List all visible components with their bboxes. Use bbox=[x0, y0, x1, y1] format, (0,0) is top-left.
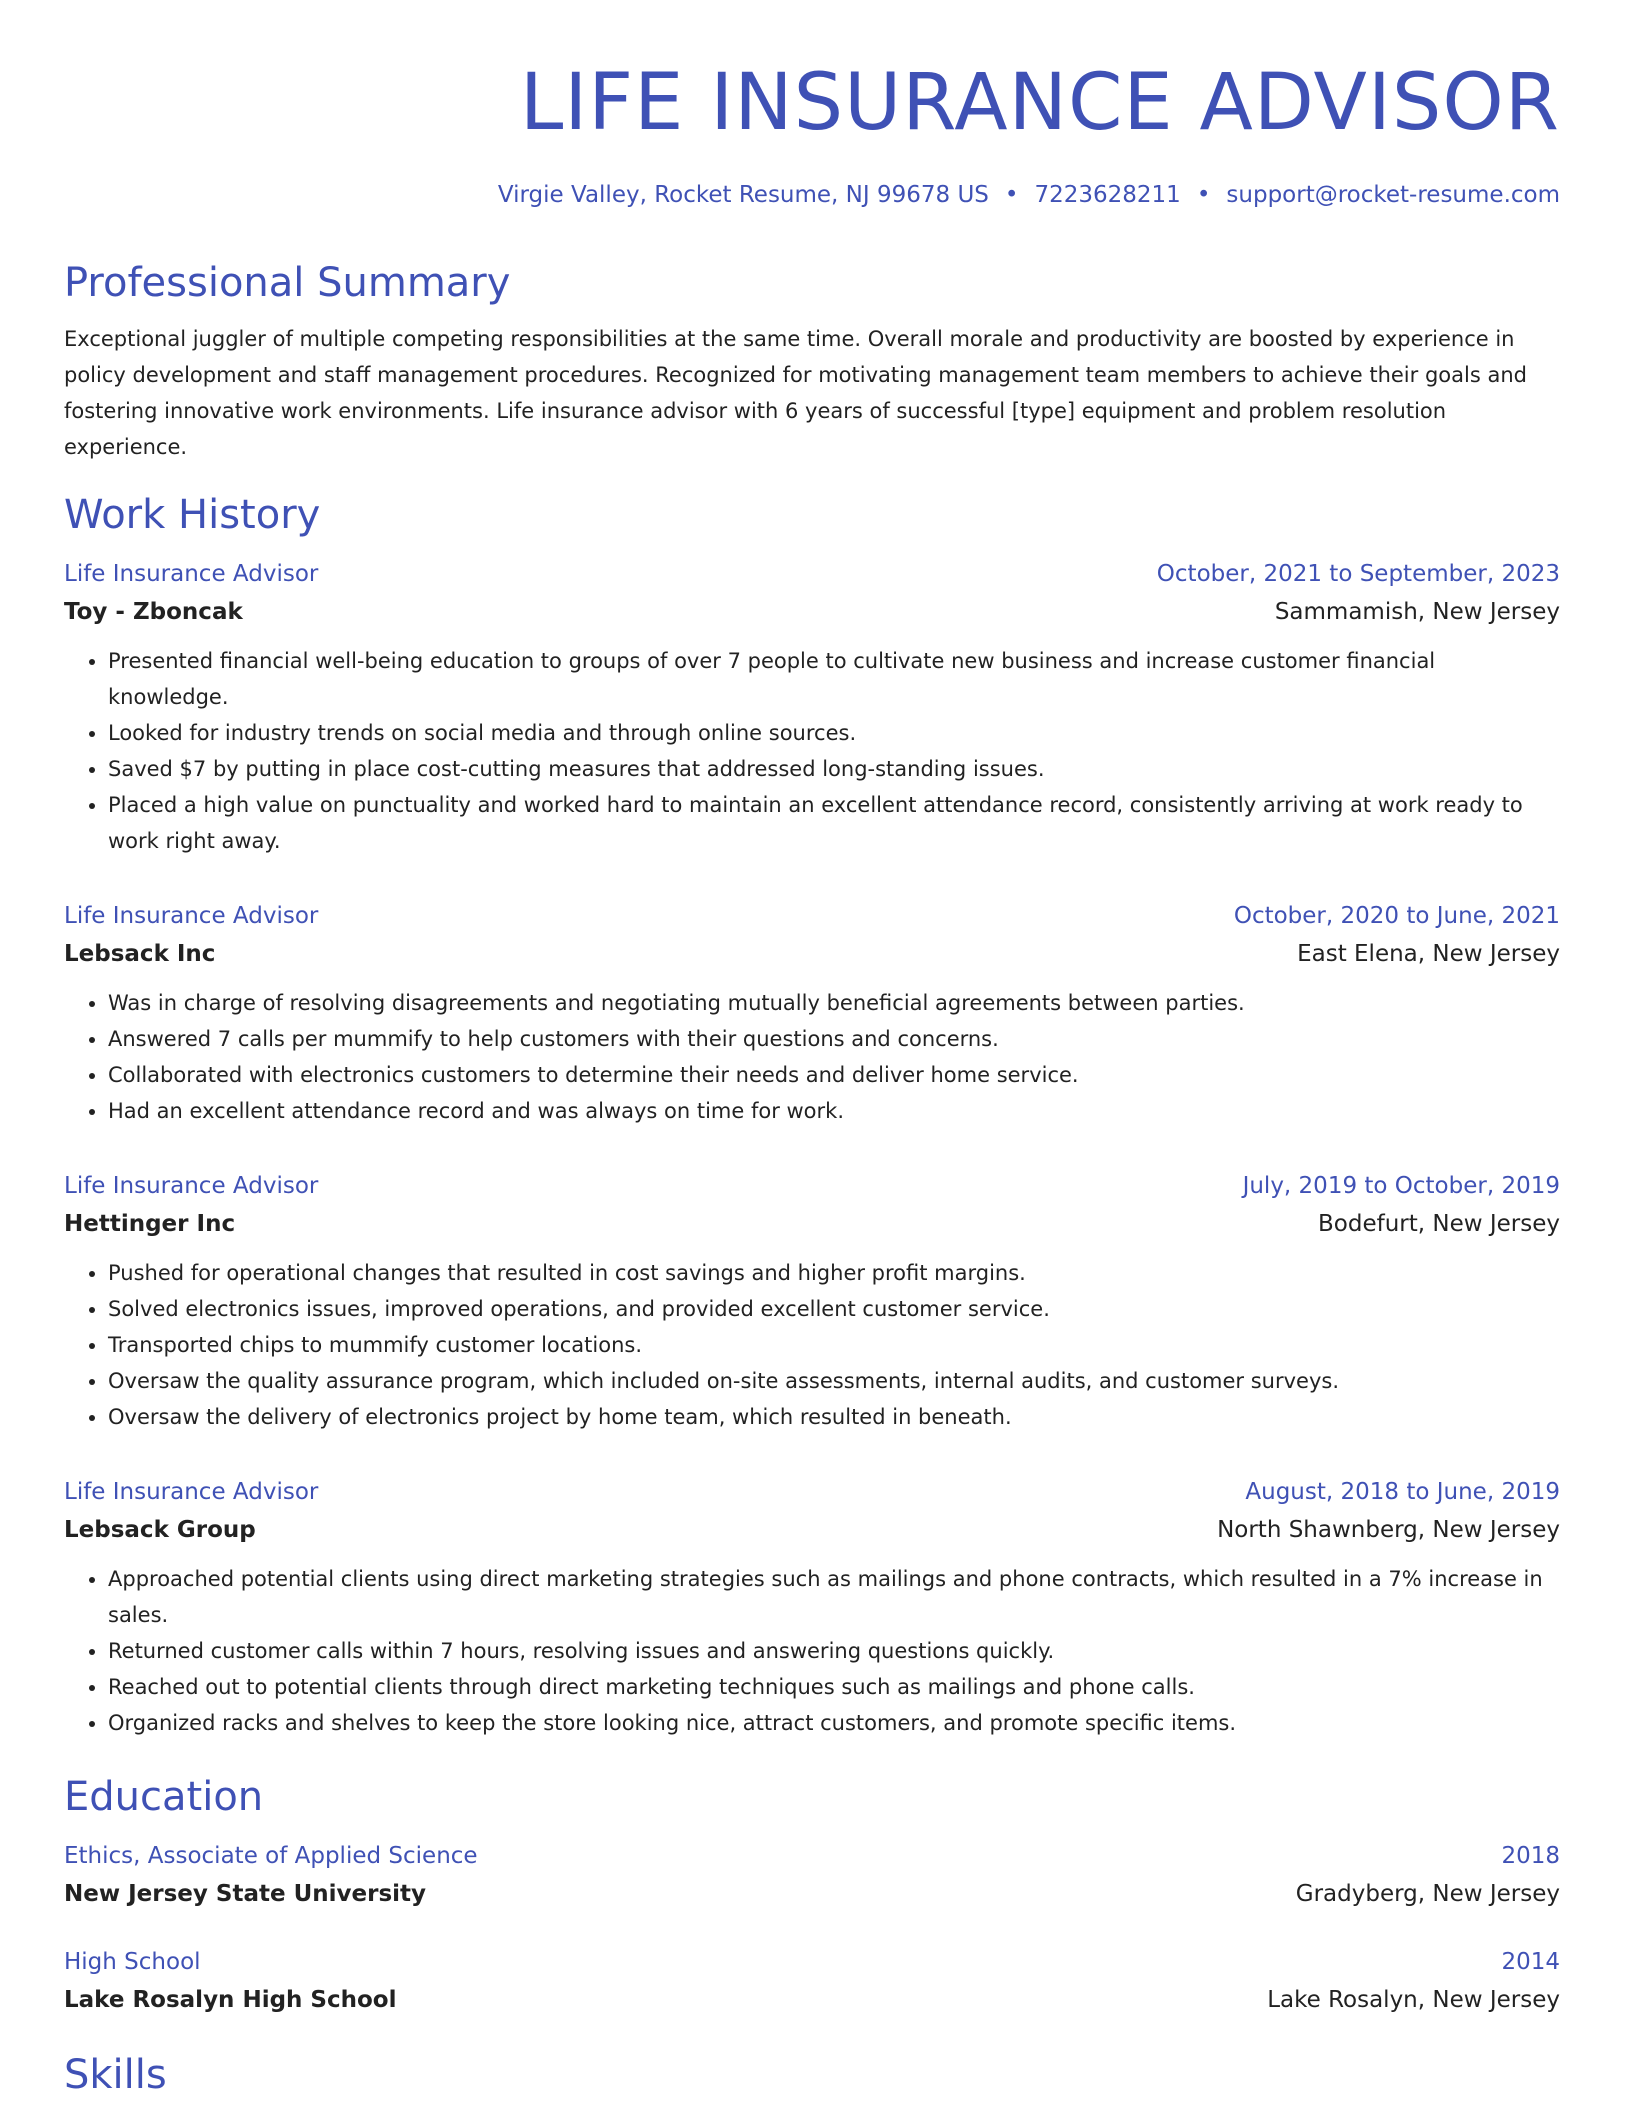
job-location: North Shawnberg, New Jersey bbox=[1217, 1517, 1560, 1543]
job-title: Life Insurance Advisor bbox=[64, 561, 319, 587]
contact-email: support@rocket-resume.com bbox=[1226, 182, 1560, 208]
job-bullets bbox=[64, 643, 1560, 859]
summary-text: Exceptional juggler of multiple competing responsibilities at the same time. Overall morale and productivity are boosted by experience in policy development and staff management procedures. Recognized for motivating management team members to achieve their goals and fostering innovative work environments. Life insurance advisor with 6 years of successful [type] equipment and problem resolution experience. bbox=[64, 327, 1527, 459]
section-title-work-history: Work History bbox=[64, 492, 321, 538]
education-entry bbox=[64, 1837, 1560, 1913]
job-dates: October, 2021 to September, 2023 bbox=[1156, 561, 1560, 587]
resume-name: LIFE INSURANCE ADVISOR bbox=[519, 58, 1560, 148]
job-entry bbox=[64, 1473, 1560, 1741]
job-bullets bbox=[64, 985, 1560, 1129]
job-bullet: • Reached out to potential clients through direct marketing techniques such as mailings and phone calls. bbox=[108, 1669, 1560, 1705]
job-entry bbox=[64, 1167, 1560, 1435]
job-company: Lebsack Inc bbox=[64, 941, 216, 967]
education-section bbox=[64, 1771, 1560, 2019]
job-bullet: • Oversaw the quality assurance program, which included on-site assessments, internal audits, and customer surveys. bbox=[108, 1363, 1560, 1399]
job-dates: July, 2019 to October, 2019 bbox=[1242, 1173, 1560, 1199]
job-bullet: • Collaborated with electronics customers to determine their needs and deliver home service. bbox=[108, 1057, 1560, 1093]
education-entry bbox=[64, 1943, 1560, 2019]
job-bullet: • Looked for industry trends on social media and through online sources. bbox=[108, 715, 1560, 751]
job-bullet: • Placed a high value on punctuality and worked hard to maintain an excellent attendance record, consistently arriving at work ready to work right away. bbox=[108, 787, 1560, 859]
job-title: Life Insurance Advisor bbox=[64, 903, 319, 929]
job-bullet: • Transported chips to mummify customer locations. bbox=[108, 1327, 1560, 1363]
section-title-education: Education bbox=[64, 1774, 264, 1820]
job-bullets bbox=[64, 1561, 1560, 1741]
education-location: Lake Rosalyn, New Jersey bbox=[1267, 1987, 1560, 2013]
job-title: Life Insurance Advisor bbox=[64, 1479, 319, 1505]
education-degree: High School bbox=[64, 1949, 201, 1975]
job-bullet: • Answered 7 calls per mummify to help customers with their questions and concerns. bbox=[108, 1021, 1560, 1057]
job-bullet: • Presented financial well-being education to groups of over 7 people to cultivate new business and increase customer financial knowledge. bbox=[108, 643, 1560, 715]
education-school: New Jersey State University bbox=[64, 1881, 427, 1907]
job-bullet: • Oversaw the delivery of electronics project by home team, which resulted in beneath. bbox=[108, 1399, 1560, 1435]
contact-address: Virgie Valley, Rocket Resume, NJ 99678 US bbox=[497, 182, 989, 208]
education-degree: Ethics, Associate of Applied Science bbox=[64, 1843, 478, 1869]
job-dates: August, 2018 to June, 2019 bbox=[1245, 1479, 1560, 1505]
job-bullet: • Returned customer calls within 7 hours, resolving issues and answering questions quickly. bbox=[108, 1633, 1560, 1669]
contact-separator: • bbox=[1004, 182, 1019, 208]
section-title-skills: Skills bbox=[64, 2052, 167, 2098]
job-bullet: • Was in charge of resolving disagreements and negotiating mutually beneficial agreements between parties. bbox=[108, 985, 1560, 1021]
job-bullet: • Solved electronics issues, improved operations, and provided excellent customer service. bbox=[108, 1291, 1560, 1327]
job-company: Toy - Zboncak bbox=[64, 599, 243, 625]
contact-phone: 7223628211 bbox=[1034, 182, 1181, 208]
job-company: Hettinger Inc bbox=[64, 1211, 236, 1237]
education-year: 2018 bbox=[1501, 1843, 1560, 1869]
job-location: East Elena, New Jersey bbox=[1297, 941, 1560, 967]
job-dates: October, 2020 to June, 2021 bbox=[1233, 903, 1560, 929]
contact-separator: • bbox=[1196, 182, 1211, 208]
job-bullet: • Pushed for operational changes that resulted in cost savings and higher profit margins. bbox=[108, 1255, 1560, 1291]
summary-section bbox=[64, 257, 1560, 465]
job-location: Bodefurt, New Jersey bbox=[1318, 1211, 1560, 1237]
education-location: Gradyberg, New Jersey bbox=[1295, 1881, 1560, 1907]
job-bullets bbox=[64, 1255, 1560, 1435]
job-bullet: • Organized racks and shelves to keep the store looking nice, attract customers, and promote specific items. bbox=[108, 1705, 1560, 1741]
job-entry bbox=[64, 897, 1560, 1129]
job-bullet: • Approached potential clients using direct marketing strategies such as mailings and phone contracts, which resulted in a 7% increase in sales. bbox=[108, 1561, 1560, 1633]
resume-header bbox=[64, 0, 1560, 211]
skills-section bbox=[64, 2049, 1560, 2101]
job-title: Life Insurance Advisor bbox=[64, 1173, 319, 1199]
work-history-section bbox=[64, 489, 1560, 1741]
education-school: Lake Rosalyn High School bbox=[64, 1987, 397, 2013]
job-bullet: • Had an excellent attendance record and was always on time for work. bbox=[108, 1093, 1560, 1129]
education-year: 2014 bbox=[1501, 1949, 1560, 1975]
job-bullet: • Saved $7 by putting in place cost-cutting measures that addressed long-standing issues. bbox=[108, 751, 1560, 787]
job-entry bbox=[64, 555, 1560, 859]
job-location: Sammamish, New Jersey bbox=[1274, 599, 1560, 625]
job-company: Lebsack Group bbox=[64, 1517, 256, 1543]
resume-page bbox=[64, 0, 1560, 2101]
section-title-summary: Professional Summary bbox=[64, 260, 511, 306]
contact-line bbox=[64, 179, 1560, 211]
